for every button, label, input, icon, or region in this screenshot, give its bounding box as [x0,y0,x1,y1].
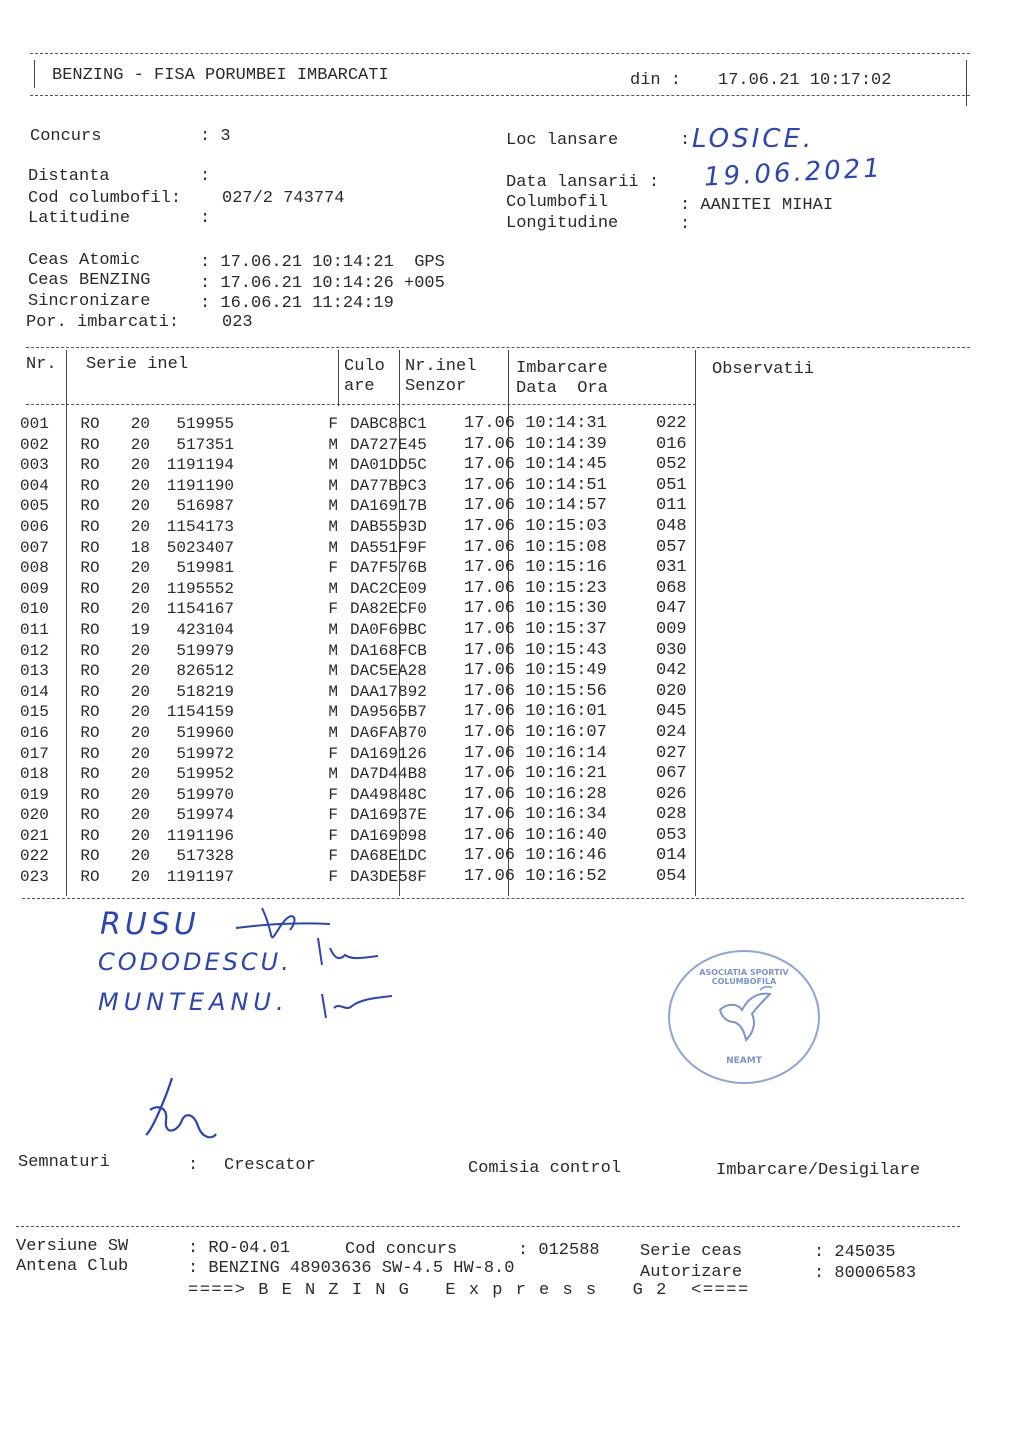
row-boarding-datetime: 17.06 10:16:28 [464,784,607,804]
concurs-value: : 3 [200,127,231,146]
row-observation: 045 [656,702,687,722]
row-number: 001 [20,415,49,433]
row-ring-number: 1154167 [166,600,234,619]
sincronizare-value: : 16.06.21 11:24:19 [200,294,394,313]
row-sex: M [328,476,338,495]
row-number: 017 [20,744,49,763]
ceas-atomic-label: Ceas Atomic [28,251,141,270]
sincronizare-label: Sincronizare [28,292,151,311]
row-sensor-id: DA0F69BC [350,620,427,639]
row-boarding-datetime: 17.06 10:14:31 [464,414,607,433]
row-country: RO [80,765,100,784]
row-observation: 057 [656,537,687,557]
row-boarding-datetime: 17.06 10:15:56 [464,681,607,701]
row-sensor-id: DAB5593D [350,517,427,536]
row-sex: M [328,435,338,454]
versiune-sw-value: : RO-04.01 [188,1239,291,1258]
row-year: 20 [130,600,150,619]
data-lansarii-value: 19.06.2021 [703,153,884,193]
row-sex: F [328,415,338,433]
cod-concurs-value: : 012588 [518,1241,600,1260]
row-number: 002 [20,435,49,454]
row-observation: 067 [656,764,687,784]
loc-lansare-label: Loc lansare [506,131,619,150]
crescator-label: Crescator [224,1156,316,1175]
row-boarding-datetime: 17.06 10:15:03 [464,516,607,536]
row-observation: 030 [656,640,687,660]
por-imbarcati-label: Por. imbarcati: [26,313,180,332]
row-observation: 048 [656,516,687,536]
ceas-atomic-value: : 17.06.21 10:14:21 GPS [200,253,445,272]
row-year: 20 [130,641,150,660]
row-sensor-id: DA169126 [350,744,427,763]
row-sensor-id: DABC88C1 [350,415,427,433]
club-stamp [668,950,820,1084]
handwritten-name-2: CODODESCU. [98,948,292,976]
row-sensor-id: DA82ECF0 [350,600,427,619]
row-observation: 020 [656,681,687,701]
row-boarding-datetime: 17.06 10:14:45 [464,455,607,475]
row-observation: 024 [656,722,687,742]
semnaturi-colon: : [188,1156,199,1175]
row-country: RO [80,517,100,536]
col-header-observatii: Observatii [712,360,815,379]
row-boarding-datetime: 17.06 10:15:37 [464,619,607,639]
row-sensor-id: DA169098 [350,826,427,845]
row-observation: 009 [656,619,687,639]
row-boarding-datetime: 17.06 10:15:49 [464,661,607,681]
row-sensor-id: DA6FA870 [350,723,427,742]
stamp-text-top: ASOCIATIA SPORTIV COLUMBOFILA [699,968,789,986]
row-sex: M [328,538,338,557]
serie-ceas-label: Serie ceas [640,1242,743,1261]
col-header-culoare-2: are [344,377,375,396]
dove-icon [712,982,776,1044]
row-number: 010 [20,600,49,619]
row-year: 20 [130,847,150,866]
col-header-imbarcare-1: Imbarcare [516,359,608,378]
columbofil-label: Columbofil [506,193,609,212]
row-sex: M [328,517,338,536]
row-number: 014 [20,682,49,701]
row-sensor-id: DA168FCB [350,641,427,660]
row-sensor-id: DAC2CE09 [350,579,427,598]
row-boarding-datetime: 17.06 10:15:08 [464,537,607,557]
document-title: BENZING - FISA PORUMBEI IMBARCATI [52,66,389,85]
row-observation: 011 [656,496,687,516]
row-observation: 068 [656,578,687,598]
row-number: 007 [20,538,49,557]
row-boarding-datetime: 17.06 10:16:07 [464,722,607,742]
autorizare-value: : 80006583 [814,1264,917,1283]
row-country: RO [80,703,100,722]
row-sex: F [328,806,338,825]
row-sex: M [328,620,338,639]
row-sensor-id: DA3DE58F [350,868,427,887]
row-sex: M [328,456,338,475]
row-sex: F [328,868,338,887]
row-sex: F [328,847,338,866]
row-country: RO [80,559,100,578]
row-observation: 051 [656,475,687,495]
row-sex: F [328,600,338,619]
row-observation: 027 [656,743,687,763]
signature-3-stroke [322,994,392,1018]
row-boarding-datetime: 17.06 10:16:40 [464,825,607,845]
longitudine-label: Longitudine [506,214,619,233]
row-country: RO [80,826,100,845]
row-boarding-datetime: 17.06 10:16:01 [464,702,607,722]
row-sensor-id: DA77B9C3 [350,476,427,495]
row-number: 016 [20,723,49,742]
row-sex: M [328,641,338,660]
row-observation: 028 [656,805,687,825]
row-observation: 014 [656,846,687,866]
row-boarding-datetime: 17.06 10:16:46 [464,846,607,866]
concurs-label: Concurs [30,127,102,146]
row-ring-number: 1154159 [166,703,234,722]
por-imbarcati-value: 023 [222,313,253,332]
row-ring-number: 517351 [176,435,234,454]
row-year: 18 [130,538,150,557]
row-number: 020 [20,806,49,825]
row-sex: F [328,744,338,763]
autorizare-label: Autorizare [640,1263,743,1282]
row-year: 20 [130,456,150,475]
row-ring-number: 1191196 [166,826,234,845]
row-number: 005 [20,497,49,516]
handwritten-name-1: RUSU [100,907,200,942]
row-number: 008 [20,559,49,578]
row-year: 20 [130,662,150,681]
header-datetime: 17.06.21 10:17:02 [718,71,892,90]
latitudine-label: Latitudine [28,209,131,228]
row-sensor-id: DAA17892 [350,682,427,701]
ceas-benzing-label: Ceas BENZING [28,271,151,290]
row-year: 20 [130,703,150,722]
row-sensor-id: DA49848C [350,785,427,804]
loc-lansare-value: LOSICE. [692,124,815,154]
row-country: RO [80,806,100,825]
col-header-nrinel-1: Nr.inel [405,357,477,376]
row-ring-number: 519952 [176,765,234,784]
ceas-benzing-value: : 17.06.21 10:14:26 +005 [200,274,445,293]
row-ring-number: 1191194 [166,456,234,475]
row-ring-number: 519970 [176,785,234,804]
row-ring-number: 518219 [176,682,234,701]
row-observation: 031 [656,558,687,578]
row-sensor-id: DA01DD5C [350,456,427,475]
row-number: 011 [20,620,49,639]
row-year: 20 [130,826,150,845]
row-country: RO [80,682,100,701]
row-year: 20 [130,579,150,598]
row-ring-number: 519981 [176,559,234,578]
distanta-label: Distanta [28,167,110,186]
cod-columbofil-label: Cod columbofil: [28,189,182,208]
row-number: 009 [20,579,49,598]
row-sensor-id: DA7D44B8 [350,765,427,784]
row-country: RO [80,847,100,866]
row-country: RO [80,579,100,598]
longitudine-value: : [680,215,691,234]
row-year: 20 [130,723,150,742]
row-year: 20 [130,517,150,536]
row-year: 20 [130,435,150,454]
row-sex: M [328,662,338,681]
row-ring-number: 826512 [176,662,234,681]
row-boarding-datetime: 17.06 10:16:34 [464,805,607,825]
row-year: 20 [130,868,150,887]
row-sex: M [328,765,338,784]
row-sensor-id: DA551F9F [350,538,427,557]
row-boarding-datetime: 17.06 10:15:16 [464,558,607,578]
row-observation: 042 [656,661,687,681]
header-din-label: din : [630,71,682,90]
row-sex: M [328,703,338,722]
row-ring-number: 1154173 [166,517,234,536]
row-observation: 053 [656,825,687,845]
columbofil-value: : AANITEI MIHAI [680,196,834,215]
row-observation: 026 [656,784,687,804]
row-year: 20 [130,415,150,433]
col-header-nr: Nr. [26,355,57,374]
row-ring-number: 1191197 [166,868,234,887]
latitudine-value: : [200,209,211,228]
row-sex: F [328,826,338,845]
signature-2-stroke [318,938,378,965]
row-ring-number: 519972 [176,744,234,763]
row-boarding-datetime: 17.06 10:14:51 [464,475,607,495]
row-boarding-datetime: 17.06 10:15:43 [464,640,607,660]
row-ring-number: 516987 [176,497,234,516]
row-sex: M [328,682,338,701]
row-country: RO [80,497,100,516]
row-observation: 052 [656,455,687,475]
row-number: 012 [20,641,49,660]
row-country: RO [80,456,100,475]
row-observation: 047 [656,599,687,619]
antena-club-value: : BENZING 48903636 SW-4.5 HW-8.0 [188,1259,515,1278]
row-ring-number: 1195552 [166,579,234,598]
row-observation: 022 [656,414,687,433]
row-ring-number: 423104 [176,620,234,639]
row-country: RO [80,435,100,454]
row-sensor-id: DA16917B [350,497,427,516]
cod-columbofil-value: 027/2 743774 [222,189,345,208]
row-observation: 054 [656,867,687,887]
benzing-brand-line: ====> B E N Z I N G E x p r e s s G 2 <==== [188,1281,750,1300]
crescator-signature-stroke [146,1078,216,1137]
distanta-value: : [200,167,211,186]
antena-club-label: Antena Club [16,1257,129,1276]
row-number: 003 [20,456,49,475]
row-boarding-datetime: 17.06 10:16:14 [464,743,607,763]
stamp-text-bottom: NEAMT [726,1056,762,1066]
row-sensor-id: DA16937E [350,806,427,825]
row-country: RO [80,785,100,804]
row-sex: F [328,559,338,578]
row-country: RO [80,641,100,660]
row-number: 015 [20,703,49,722]
row-year: 20 [130,559,150,578]
row-sex: M [328,723,338,742]
row-number: 006 [20,517,49,536]
row-year: 19 [130,620,150,639]
row-sex: M [328,497,338,516]
row-ring-number: 5023407 [166,538,234,557]
row-year: 20 [130,806,150,825]
row-year: 20 [130,765,150,784]
row-ring-number: 1191190 [166,476,234,495]
row-sensor-id: DA9565B7 [350,703,427,722]
row-number: 004 [20,476,49,495]
row-boarding-datetime: 17.06 10:15:23 [464,578,607,598]
col-header-imbarcare-2: Data Ora [516,379,608,398]
row-boarding-datetime: 17.06 10:16:21 [464,764,607,784]
row-number: 022 [20,847,49,866]
row-boarding-datetime: 17.06 10:15:30 [464,599,607,619]
signature-1-stroke [236,908,330,937]
data-lansarii-label: Data lansarii : [506,173,660,192]
row-boarding-datetime: 17.06 10:14:39 [464,434,607,454]
versiune-sw-label: Versiune SW [16,1237,129,1256]
row-year: 20 [130,682,150,701]
row-sensor-id: DA7F576B [350,559,427,578]
row-year: 20 [130,785,150,804]
row-year: 20 [130,497,150,516]
row-boarding-datetime: 17.06 10:16:52 [464,867,607,887]
row-country: RO [80,620,100,639]
loc-lansare-colon: : [680,131,691,150]
row-sensor-id: DA727E45 [350,435,427,454]
row-number: 023 [20,868,49,887]
col-header-nrinel-2: Senzor [405,377,467,396]
row-ring-number: 519974 [176,806,234,825]
comisia-control-label: Comisia control [468,1159,622,1178]
row-sensor-id: DA68E1DC [350,847,427,866]
row-number: 018 [20,765,49,784]
col-header-serie: Serie inel [86,355,189,374]
row-number: 013 [20,662,49,681]
row-observation: 016 [656,434,687,454]
row-ring-number: 517328 [176,847,234,866]
semnaturi-label: Semnaturi [18,1153,110,1172]
row-country: RO [80,476,100,495]
row-country: RO [80,744,100,763]
row-year: 20 [130,476,150,495]
row-sensor-id: DAC5EA28 [350,662,427,681]
row-country: RO [80,600,100,619]
row-sex: M [328,579,338,598]
row-country: RO [80,868,100,887]
cod-concurs-label: Cod concurs [345,1240,458,1259]
serie-ceas-value: : 245035 [814,1243,896,1262]
row-country: RO [80,723,100,742]
row-country: RO [80,662,100,681]
row-year: 20 [130,744,150,763]
row-sex: F [328,785,338,804]
imbarcare-desigilare-label: Imbarcare/Desigilare [716,1161,921,1180]
col-header-culoare-1: Culo [344,357,385,376]
row-country: RO [80,538,100,557]
row-ring-number: 519960 [176,723,234,742]
row-ring-number: 519979 [176,641,234,660]
row-ring-number: 519955 [176,415,234,433]
row-number: 021 [20,826,49,845]
handwritten-name-3: MUNTEANU. [98,988,289,1016]
row-number: 019 [20,785,49,804]
row-country: RO [80,415,100,433]
footer-separator [16,1226,960,1227]
row-boarding-datetime: 17.06 10:14:57 [464,496,607,516]
